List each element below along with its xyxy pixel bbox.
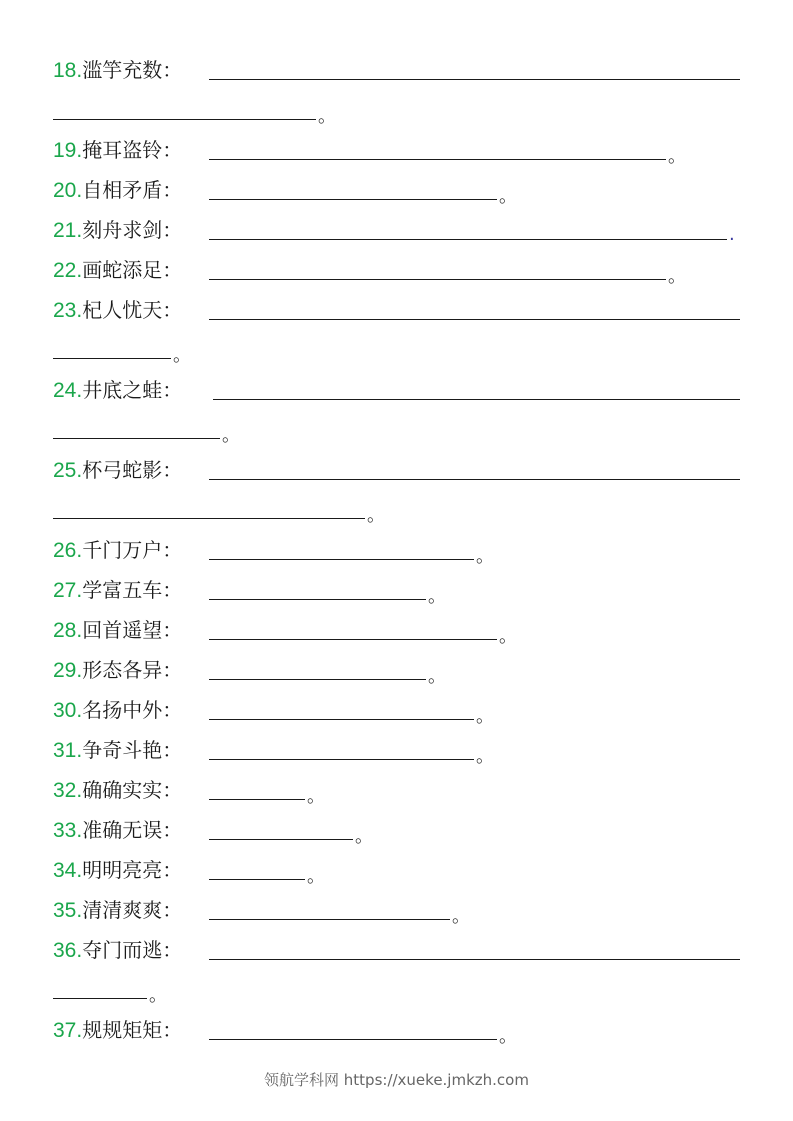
item-number: 33. — [53, 819, 83, 842]
item-number: 31. — [53, 739, 83, 762]
idiom-item — [53, 455, 182, 485]
answer-blank-continued[interactable] — [53, 438, 220, 439]
idiom-term: 争奇斗艳： — [82, 738, 183, 762]
item-number: 23. — [53, 299, 83, 322]
answer-blank[interactable] — [209, 279, 666, 280]
answer-blank[interactable] — [209, 479, 740, 480]
answer-blank[interactable] — [209, 239, 727, 240]
idiom-item — [53, 655, 182, 685]
answer-blank[interactable] — [209, 639, 497, 640]
answer-blank[interactable] — [209, 79, 740, 80]
idiom-item — [53, 575, 182, 605]
end-mark: 。 — [499, 626, 517, 647]
idiom-item — [53, 615, 182, 645]
item-number: 18. — [53, 59, 83, 82]
idiom-item — [53, 735, 182, 765]
end-mark: 。 — [367, 505, 385, 526]
item-number: 27. — [53, 579, 83, 602]
idiom-term: 刻舟求剑： — [82, 218, 183, 242]
answer-blank-continued[interactable] — [53, 518, 365, 519]
end-mark: 。 — [452, 906, 470, 927]
idiom-term: 规规矩矩： — [82, 1018, 183, 1042]
end-mark: 。 — [355, 826, 373, 847]
idiom-item — [53, 815, 182, 845]
idiom-item — [53, 1015, 182, 1045]
item-number: 28. — [53, 619, 83, 642]
end-mark: 。 — [428, 586, 446, 607]
idiom-term: 夺门而逃： — [82, 938, 183, 962]
answer-blank[interactable] — [209, 319, 740, 320]
end-mark: 。 — [668, 266, 686, 287]
item-number: 20. — [53, 179, 83, 202]
answer-blank[interactable] — [209, 959, 740, 960]
idiom-term: 准确无误： — [82, 818, 183, 842]
answer-blank[interactable] — [209, 679, 426, 680]
idiom-term: 自相矛盾： — [82, 178, 183, 202]
end-mark: 。 — [318, 106, 336, 127]
item-number: 24. — [53, 379, 83, 402]
idiom-item — [53, 855, 182, 885]
end-mark: 。 — [173, 345, 191, 366]
item-number: 19. — [53, 139, 83, 162]
item-number: 36. — [53, 939, 83, 962]
item-number: 22. — [53, 259, 83, 282]
end-mark: 。 — [222, 425, 240, 446]
idiom-term: 清清爽爽： — [82, 898, 183, 922]
idiom-item — [53, 535, 182, 565]
idiom-item — [53, 935, 182, 965]
item-number: 37. — [53, 1019, 83, 1042]
end-mark: 。 — [499, 1026, 517, 1047]
idiom-item — [53, 375, 182, 405]
answer-blank-continued[interactable] — [53, 358, 171, 359]
answer-blank[interactable] — [209, 919, 450, 920]
answer-blank[interactable] — [209, 759, 474, 760]
end-mark: 。 — [476, 746, 494, 767]
idiom-item — [53, 55, 182, 85]
end-mark: 。 — [668, 146, 686, 167]
end-mark: . — [729, 224, 735, 245]
item-number: 25. — [53, 459, 83, 482]
idiom-item — [53, 135, 182, 165]
idiom-term: 学富五车： — [82, 578, 183, 602]
item-number: 35. — [53, 899, 83, 922]
end-mark: 。 — [476, 546, 494, 567]
answer-blank[interactable] — [209, 599, 426, 600]
idiom-term: 杞人忧天： — [82, 298, 183, 322]
end-mark: 。 — [307, 866, 325, 887]
idiom-item — [53, 895, 182, 925]
idiom-term: 画蛇添足： — [82, 258, 183, 282]
idiom-item — [53, 775, 182, 805]
answer-blank[interactable] — [209, 879, 305, 880]
page-footer: 领航学科网 https://xueke.jmkzh.com — [264, 1071, 529, 1089]
idiom-item — [53, 295, 182, 325]
idiom-item — [53, 695, 182, 725]
answer-blank[interactable] — [209, 799, 305, 800]
item-number: 32. — [53, 779, 83, 802]
idiom-term: 井底之蛙： — [82, 378, 183, 402]
idiom-item — [53, 215, 182, 245]
idiom-term: 形态各异： — [82, 658, 183, 682]
answer-blank[interactable] — [209, 1039, 497, 1040]
item-number: 30. — [53, 699, 83, 722]
end-mark: 。 — [149, 985, 167, 1006]
idiom-term: 杯弓蛇影： — [82, 458, 183, 482]
answer-blank[interactable] — [209, 559, 474, 560]
item-number: 29. — [53, 659, 83, 682]
answer-blank[interactable] — [209, 719, 474, 720]
end-mark: 。 — [499, 186, 517, 207]
item-number: 21. — [53, 219, 83, 242]
idiom-term: 掩耳盗铃： — [82, 138, 183, 162]
idiom-term: 千门万户： — [82, 538, 183, 562]
end-mark: 。 — [307, 786, 325, 807]
idiom-term: 确确实实： — [82, 778, 183, 802]
item-number: 26. — [53, 539, 83, 562]
answer-blank[interactable] — [209, 159, 666, 160]
idiom-item — [53, 255, 182, 285]
idiom-term: 滥竽充数： — [82, 58, 183, 82]
answer-blank[interactable] — [209, 199, 497, 200]
idiom-term: 回首遥望： — [82, 618, 183, 642]
end-mark: 。 — [428, 666, 446, 687]
idiom-term: 名扬中外： — [82, 698, 183, 722]
end-mark: 。 — [476, 706, 494, 727]
item-number: 34. — [53, 859, 83, 882]
answer-blank[interactable] — [213, 399, 740, 400]
answer-blank-continued[interactable] — [53, 998, 147, 999]
answer-blank[interactable] — [209, 839, 353, 840]
idiom-term: 明明亮亮： — [82, 858, 183, 882]
idiom-item — [53, 175, 182, 205]
answer-blank-continued[interactable] — [53, 119, 316, 120]
